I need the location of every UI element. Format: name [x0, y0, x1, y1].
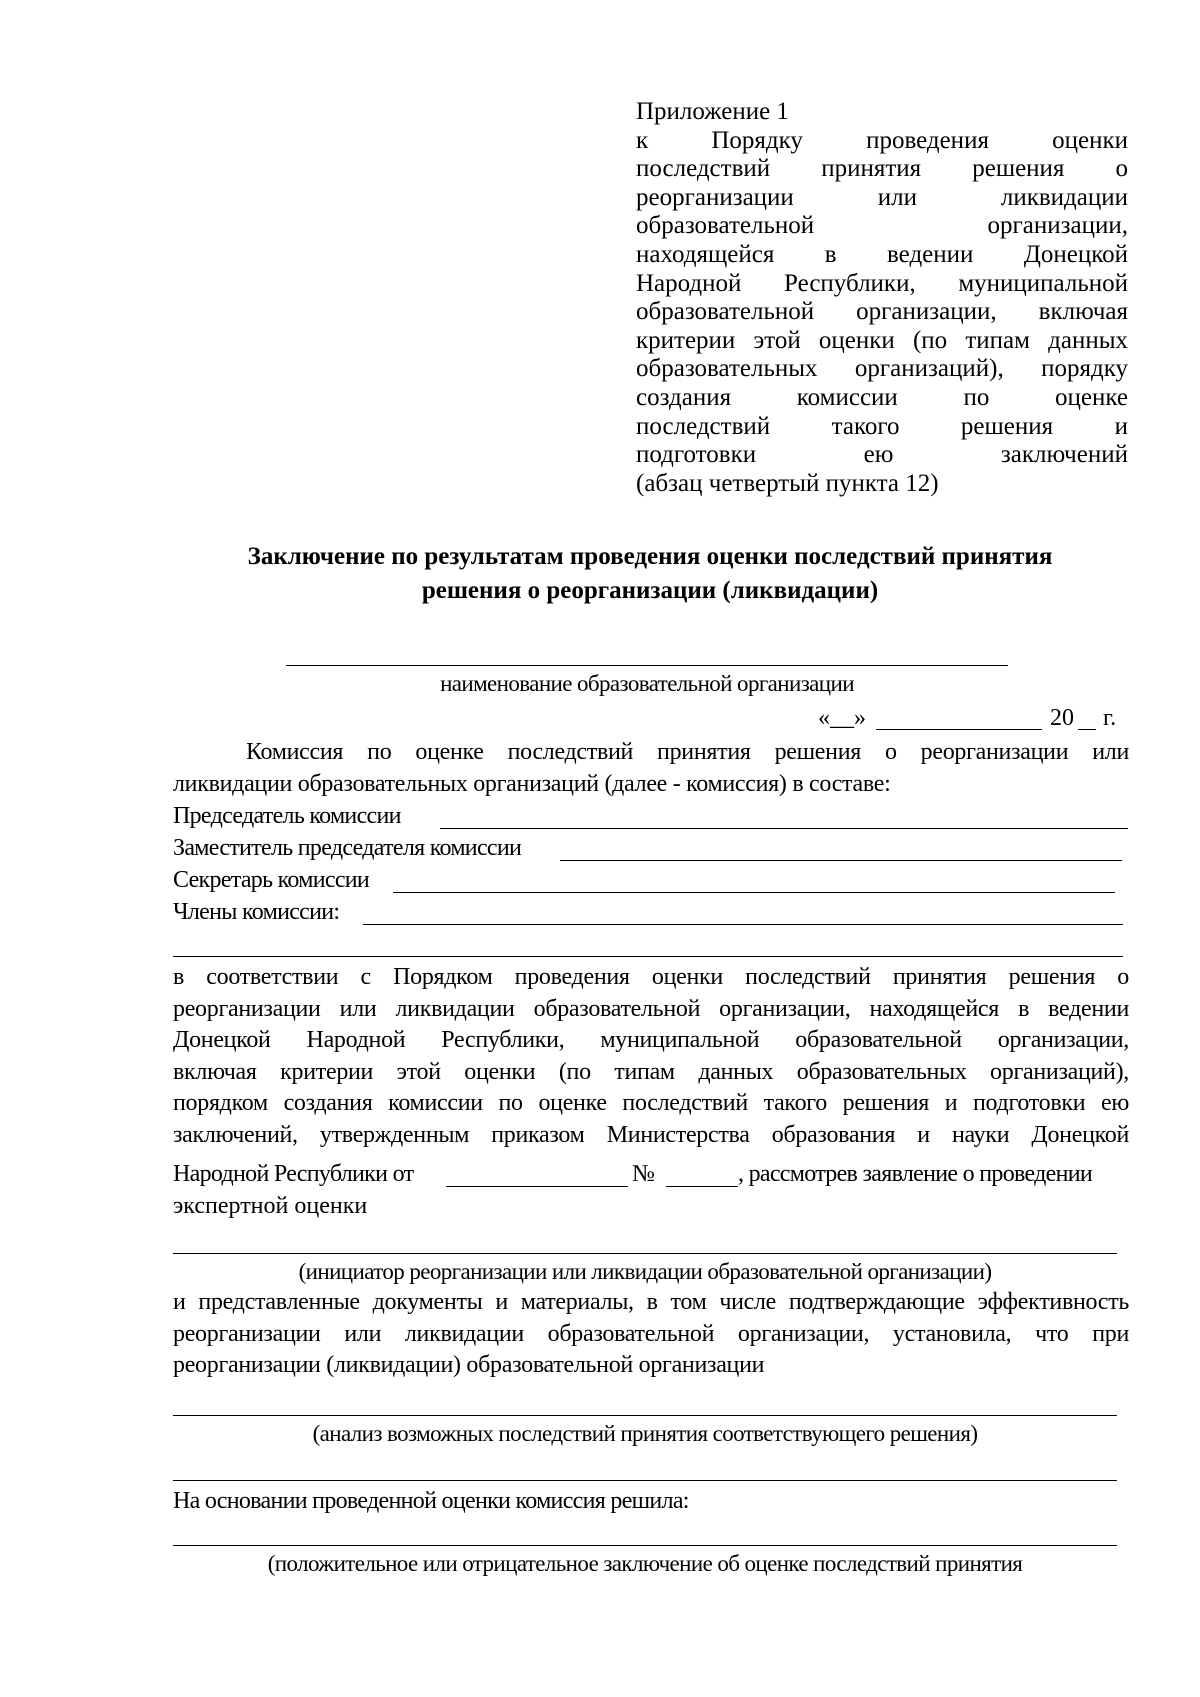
initiator-blank[interactable]	[173, 1253, 1117, 1254]
appendix-line: последствий принятия решения о	[636, 155, 1128, 183]
date-year-blank[interactable]	[1078, 729, 1096, 730]
appendix-line: образовательной организации, включая	[636, 298, 1128, 326]
deputy-label: Заместитель председателя комиссии	[173, 835, 522, 861]
appendix-line: образовательной организации,	[636, 212, 1128, 240]
order-date-blank[interactable]	[446, 1186, 628, 1187]
title-line: решения о реорганизации (ликвидации)	[421, 577, 879, 604]
docs-paragraph	[173, 1287, 1129, 1382]
body-line: порядком создания комиссии по оценке последствий такого решения и подготовки ею	[173, 1090, 1129, 1116]
appendix-line: создания комиссии по оценке	[636, 383, 1128, 411]
intro-line: Комиссия по оценке последствий принятия решения о реорганизации или	[246, 739, 1129, 765]
docs-line: реорганизации или ликвидации образовательной организации, установила, что при	[173, 1320, 1129, 1347]
appendix-line: последствий такого решения и	[636, 412, 1128, 440]
appendix-line: образовательных организаций), порядку	[636, 355, 1128, 383]
body-line: заключений, утвержденным приказом Министерства образования и науки Донецкой	[173, 1121, 1129, 1148]
conclusion-caption: (положительное или отрицательное заключение об оценке последствий принятия	[267, 1551, 1023, 1576]
org-name-blank[interactable]	[286, 665, 1008, 666]
members-blank-extra[interactable]	[173, 956, 1123, 957]
order-suffix: , рассмотрев заявление о проведении	[738, 1161, 1093, 1187]
body-line: включая критерии этой оценки (по типам данных образовательных организаций),	[173, 1058, 1129, 1085]
intro-paragraph	[173, 737, 1129, 800]
docs-line: и представленные документы и материалы, в том числе подтверждающие эффективность	[173, 1289, 1129, 1315]
analysis-blank-extra[interactable]	[173, 1480, 1117, 1481]
intro-line: ликвидации образовательных организаций (далее - комиссия) в составе:	[173, 770, 891, 797]
members-blank[interactable]	[363, 924, 1123, 925]
appendix-block	[636, 98, 1128, 498]
initiator-caption: (инициатор реорганизации или ликвидации образовательной организации)	[298, 1259, 992, 1284]
appendix-line: критерии этой оценки (по типам данных	[636, 326, 1128, 354]
expert-assessment-text: экспертной оценки	[173, 1193, 368, 1219]
secretary-label: Секретарь комиссии	[173, 867, 370, 893]
deputy-blank[interactable]	[560, 860, 1122, 861]
order-number-blank[interactable]	[666, 1186, 738, 1187]
order-number-sign: №	[632, 1161, 655, 1187]
body-line: в соответствии с Порядком проведения оценки последствий принятия решения о	[173, 964, 1129, 990]
appendix-line: находящейся в ведении Донецкой	[636, 240, 1128, 268]
body-line: реорганизации или ликвидации образовательной организации, находящейся в ведении	[173, 995, 1129, 1022]
analysis-caption: (анализ возможных последствий принятия соответствующего решения)	[312, 1421, 978, 1446]
appendix-line: (абзац четвертый пункта 12)	[636, 469, 939, 497]
conclusion-blank[interactable]	[173, 1545, 1117, 1546]
chairman-blank[interactable]	[440, 828, 1128, 829]
date-day: «__»	[818, 705, 866, 731]
docs-line: реорганизации (ликвидации) образовательной организации	[173, 1352, 765, 1378]
appendix-line: Народной Республики, муниципальной	[636, 269, 1128, 297]
members-label: Члены комиссии:	[173, 899, 340, 925]
analysis-blank[interactable]	[173, 1415, 1117, 1416]
date-year-prefix: 20	[1050, 705, 1074, 731]
appendix-line: подготовки ею заключений	[636, 441, 1128, 469]
body-line: Донецкой Народной Республики, муниципальной образовательной организации,	[173, 1027, 1129, 1053]
org-name-caption: наименование образовательной организации	[440, 671, 854, 696]
appendix-line: к Порядку проведения оценки	[636, 126, 1128, 154]
chairman-label: Председатель комиссии	[173, 803, 401, 829]
document-title	[160, 540, 1140, 608]
secretary-blank[interactable]	[393, 892, 1115, 893]
appendix-line: Приложение 1	[636, 98, 789, 125]
body-paragraph	[173, 962, 1129, 1151]
date-year-suffix: г.	[1103, 705, 1117, 731]
appendix-line: реорганизации или ликвидации	[636, 183, 1128, 211]
title-line: Заключение по результатам проведения оценки последствий принятия	[247, 543, 1053, 570]
order-prefix: Народной Республики от	[173, 1161, 414, 1187]
date-month-blank[interactable]	[876, 729, 1042, 730]
decision-text: На основании проведенной оценки комиссия решила:	[173, 1488, 689, 1514]
